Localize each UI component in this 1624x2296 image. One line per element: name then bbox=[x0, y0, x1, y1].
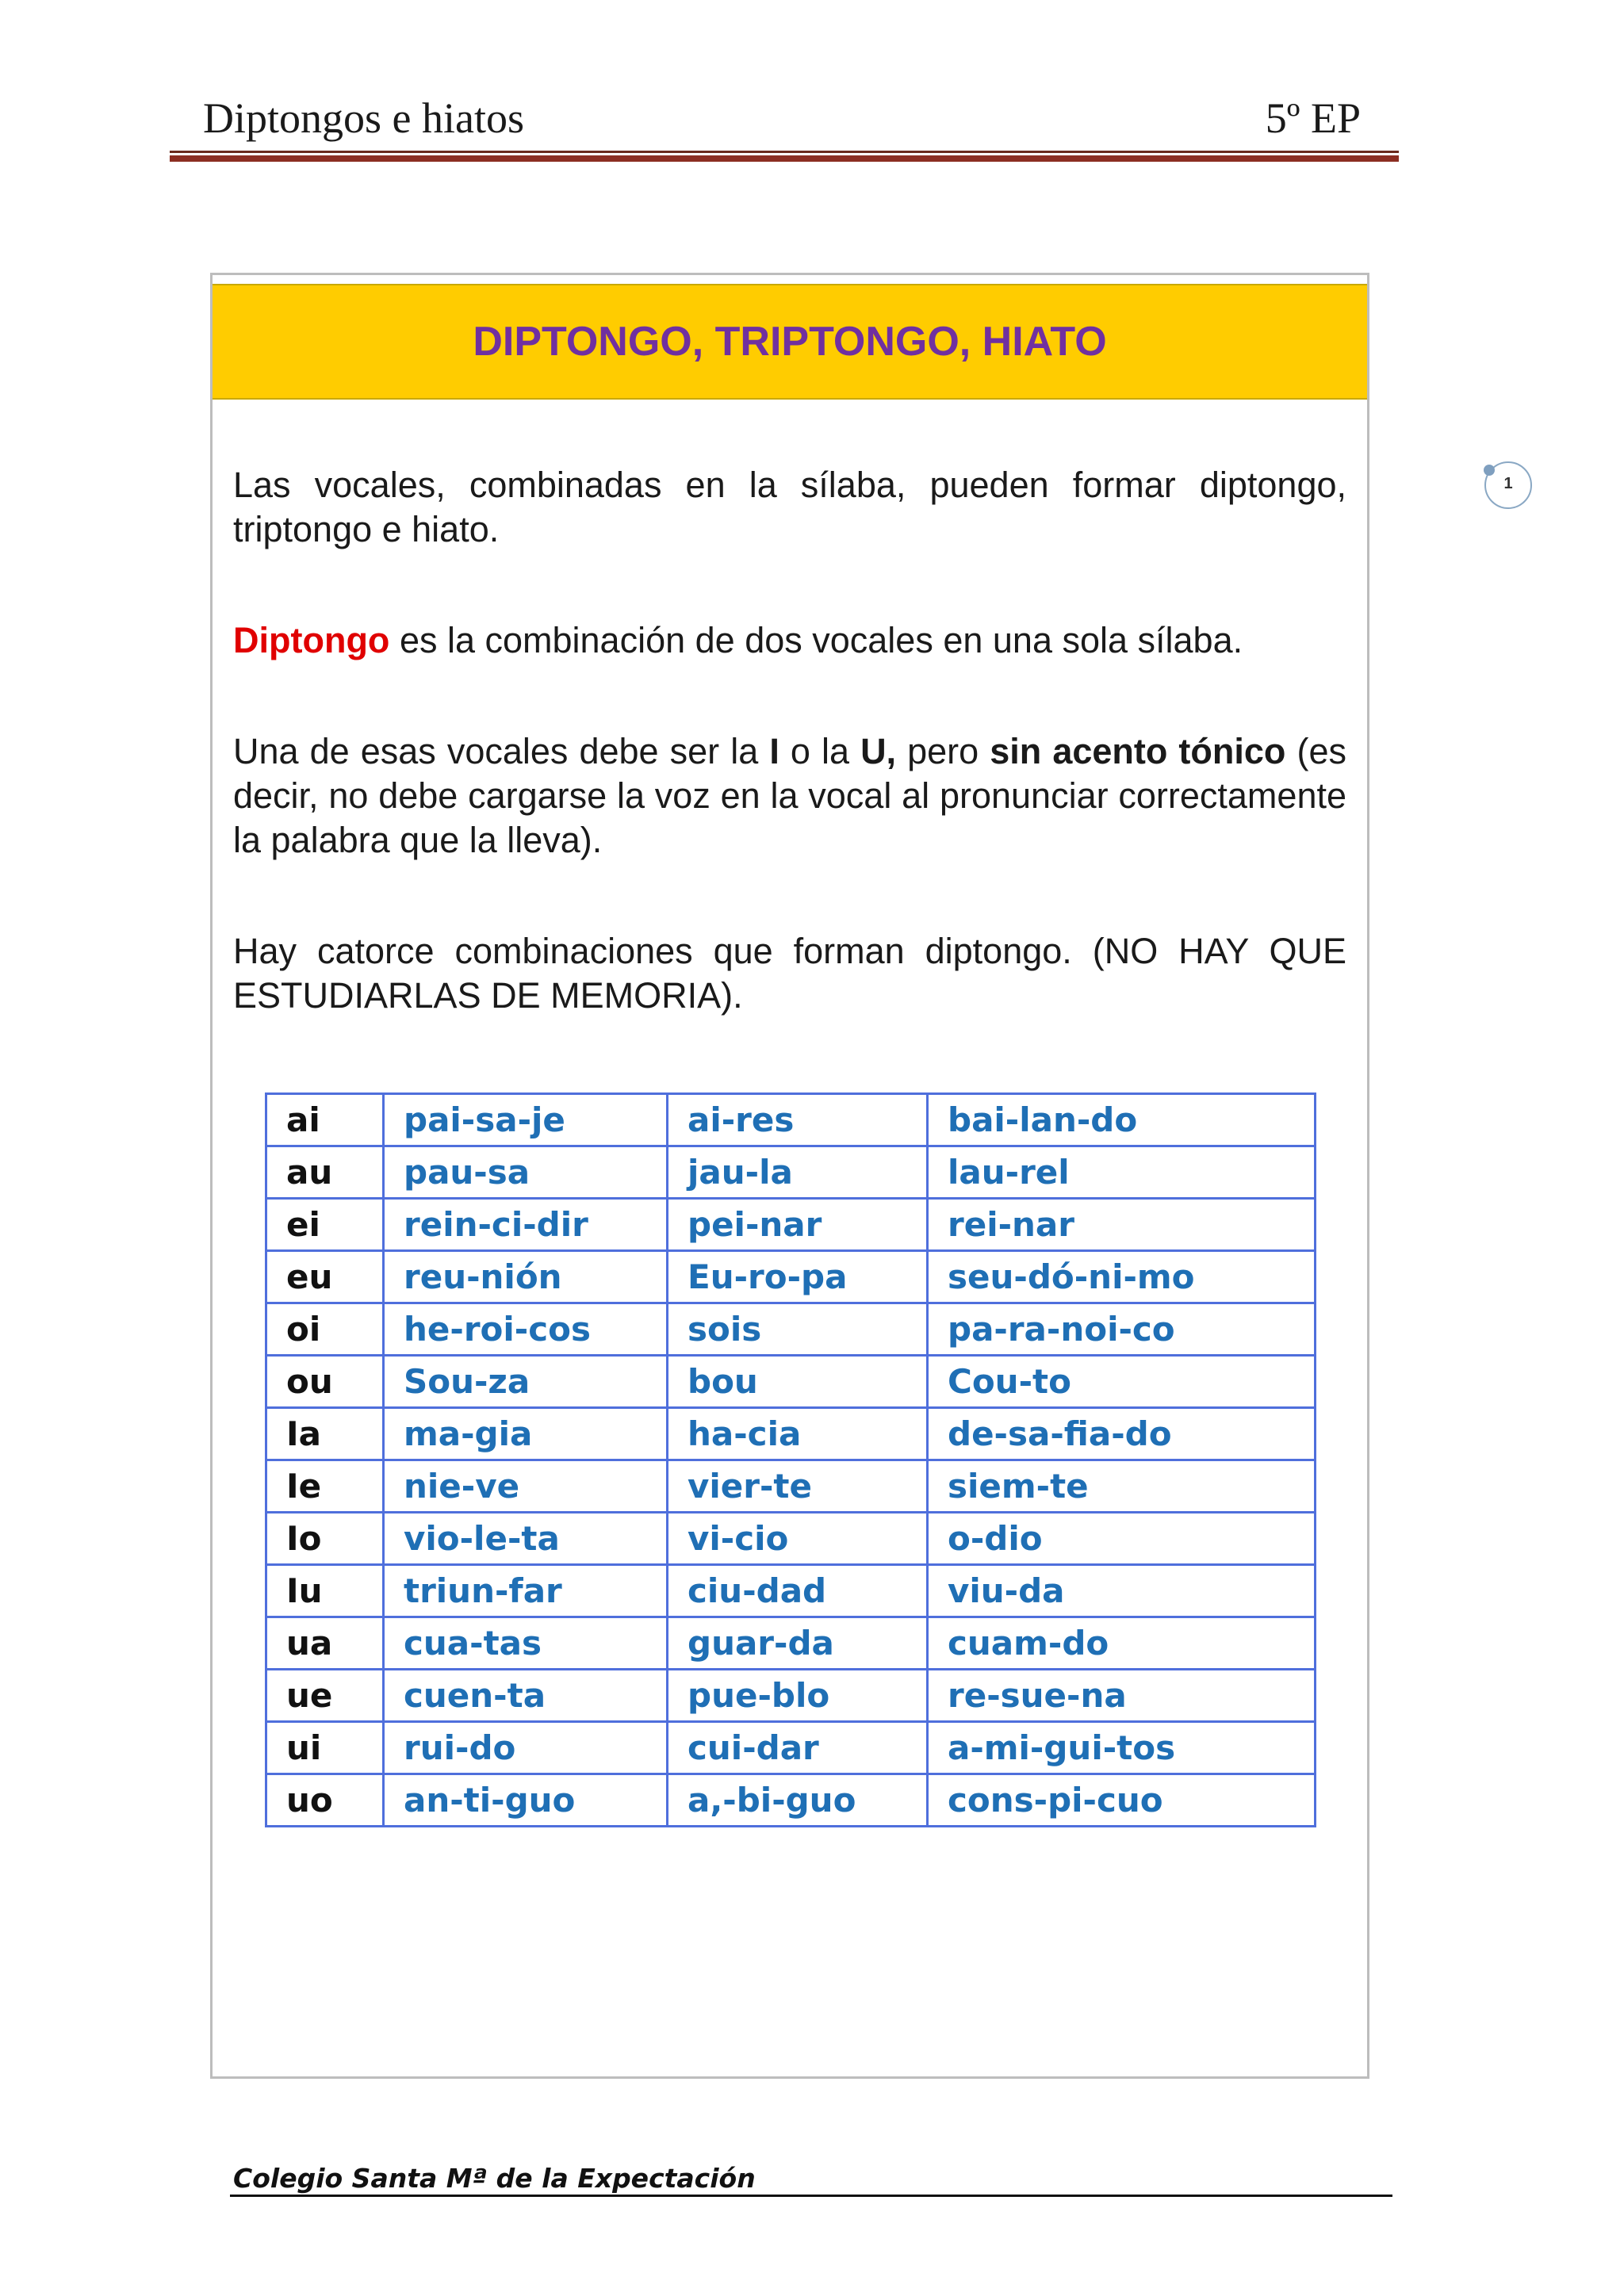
example-word-cell: cuen-ta bbox=[384, 1670, 668, 1722]
table-row bbox=[266, 1460, 1316, 1513]
diphthong-cell: eu bbox=[266, 1251, 384, 1303]
example-word-cell: seu-dó-ni-mo bbox=[928, 1251, 1316, 1303]
rule-text-2: o la bbox=[779, 731, 861, 771]
diphthong-cell: ui bbox=[266, 1722, 384, 1774]
table-row bbox=[266, 1722, 1316, 1774]
example-word-cell: pue-blo bbox=[668, 1670, 928, 1722]
definition-term: Diptongo bbox=[233, 620, 390, 660]
example-word-cell: Cou-to bbox=[928, 1356, 1316, 1408]
diphthong-table bbox=[265, 1093, 1316, 1827]
table-row bbox=[266, 1146, 1316, 1199]
diphthong-cell: ua bbox=[266, 1617, 384, 1670]
header-rule-thin bbox=[170, 151, 1399, 153]
page-marker-dot-icon bbox=[1484, 465, 1495, 476]
example-word-cell: pa-ra-noi-co bbox=[928, 1303, 1316, 1356]
example-word-cell: ma-gia bbox=[384, 1408, 668, 1460]
example-word-cell: a,-bi-guo bbox=[668, 1774, 928, 1827]
combinations-paragraph: Hay catorce combinaciones que forman diptongo. (NO HAY QUE ESTUDIARLAS DE MEMORIA). bbox=[233, 931, 1346, 1016]
page-header bbox=[203, 94, 1361, 149]
diphthong-table-body bbox=[266, 1094, 1316, 1827]
intro-paragraph: Las vocales, combinadas en la sílaba, pueden formar diptongo, triptongo e hiato. bbox=[233, 465, 1346, 549]
diphthong-cell: ou bbox=[266, 1356, 384, 1408]
table-row bbox=[266, 1565, 1316, 1617]
table-row bbox=[266, 1199, 1316, 1251]
example-word-cell: Sou-za bbox=[384, 1356, 668, 1408]
example-word-cell: bou bbox=[668, 1356, 928, 1408]
example-word-cell: Eu-ro-pa bbox=[668, 1251, 928, 1303]
table-row bbox=[266, 1251, 1316, 1303]
example-word-cell: a-mi-gui-tos bbox=[928, 1722, 1316, 1774]
diphthong-cell: ai bbox=[266, 1094, 384, 1146]
example-word-cell: de-sa-fia-do bbox=[928, 1408, 1316, 1460]
diphthong-cell: oi bbox=[266, 1303, 384, 1356]
diphthong-cell: Io bbox=[266, 1513, 384, 1565]
example-word-cell: ciu-dad bbox=[668, 1565, 928, 1617]
rule-emphasis: sin acento tónico bbox=[990, 731, 1286, 771]
rule-text-4: (es decir, no debe cargarse la voz en la vocal al pronunciar correctamente la palabra que la lleva). bbox=[233, 731, 1346, 860]
example-word-cell: viu-da bbox=[928, 1565, 1316, 1617]
diphthong-cell: ue bbox=[266, 1670, 384, 1722]
rule-letter-i: I bbox=[769, 731, 779, 771]
table-row bbox=[266, 1303, 1316, 1356]
definition-paragraph bbox=[233, 618, 1346, 663]
example-word-cell: pau-sa bbox=[384, 1146, 668, 1199]
diphthong-cell: ei bbox=[266, 1199, 384, 1251]
example-word-cell: cui-dar bbox=[668, 1722, 928, 1774]
table-row bbox=[266, 1408, 1316, 1460]
example-word-cell: cua-tas bbox=[384, 1617, 668, 1670]
table-row bbox=[266, 1617, 1316, 1670]
example-word-cell: triun-far bbox=[384, 1565, 668, 1617]
example-word-cell: vi-cio bbox=[668, 1513, 928, 1565]
page-number-marker: 1 bbox=[1484, 461, 1532, 509]
table-row bbox=[266, 1670, 1316, 1722]
table-row bbox=[266, 1356, 1316, 1408]
diphthong-cell: uo bbox=[266, 1774, 384, 1827]
example-word-cell: rei-nar bbox=[928, 1199, 1316, 1251]
diphthong-cell: Ie bbox=[266, 1460, 384, 1513]
table-row bbox=[266, 1094, 1316, 1146]
footer-school: Colegio Santa Mª de la Expectación bbox=[233, 2163, 756, 2194]
example-word-cell: rui-do bbox=[384, 1722, 668, 1774]
example-word-cell: lau-rel bbox=[928, 1146, 1316, 1199]
footer-rule bbox=[230, 2195, 1392, 2197]
rule-paragraph bbox=[233, 729, 1346, 863]
example-word-cell: jau-la bbox=[668, 1146, 928, 1199]
example-word-cell: o-dio bbox=[928, 1513, 1316, 1565]
banner-title: DIPTONGO, TRIPTONGO, HIATO bbox=[213, 284, 1367, 400]
example-word-cell: siem-te bbox=[928, 1460, 1316, 1513]
example-word-cell: vio-le-ta bbox=[384, 1513, 668, 1565]
example-word-cell: cuam-do bbox=[928, 1617, 1316, 1670]
example-word-cell: guar-da bbox=[668, 1617, 928, 1670]
example-word-cell: sois bbox=[668, 1303, 928, 1356]
example-word-cell: cons-pi-cuo bbox=[928, 1774, 1316, 1827]
example-word-cell: he-roi-cos bbox=[384, 1303, 668, 1356]
example-word-cell: bai-lan-do bbox=[928, 1094, 1316, 1146]
example-word-cell: an-ti-guo bbox=[384, 1774, 668, 1827]
example-word-cell: pai-sa-je bbox=[384, 1094, 668, 1146]
example-word-cell: nie-ve bbox=[384, 1460, 668, 1513]
diphthong-cell: Ia bbox=[266, 1408, 384, 1460]
rule-text-1: Una de esas vocales debe ser la bbox=[233, 731, 770, 771]
table-row bbox=[266, 1513, 1316, 1565]
definition-text: es la combinación de dos vocales en una sola sílaba. bbox=[389, 620, 1243, 660]
table-row bbox=[266, 1774, 1316, 1827]
rule-letter-u: U, bbox=[860, 731, 897, 771]
example-word-cell: ha-cia bbox=[668, 1408, 928, 1460]
example-word-cell: reu-nión bbox=[384, 1251, 668, 1303]
diphthong-cell: au bbox=[266, 1146, 384, 1199]
header-title: Diptongos e hiatos bbox=[203, 94, 524, 142]
header-rule-thick bbox=[170, 155, 1399, 162]
example-word-cell: ai-res bbox=[668, 1094, 928, 1146]
rule-text-3: pero bbox=[896, 731, 990, 771]
example-word-cell: re-sue-na bbox=[928, 1670, 1316, 1722]
example-word-cell: vier-te bbox=[668, 1460, 928, 1513]
header-grade: 5º EP bbox=[1265, 94, 1361, 142]
diphthong-cell: Iu bbox=[266, 1565, 384, 1617]
example-word-cell: rein-ci-dir bbox=[384, 1199, 668, 1251]
example-word-cell: pei-nar bbox=[668, 1199, 928, 1251]
